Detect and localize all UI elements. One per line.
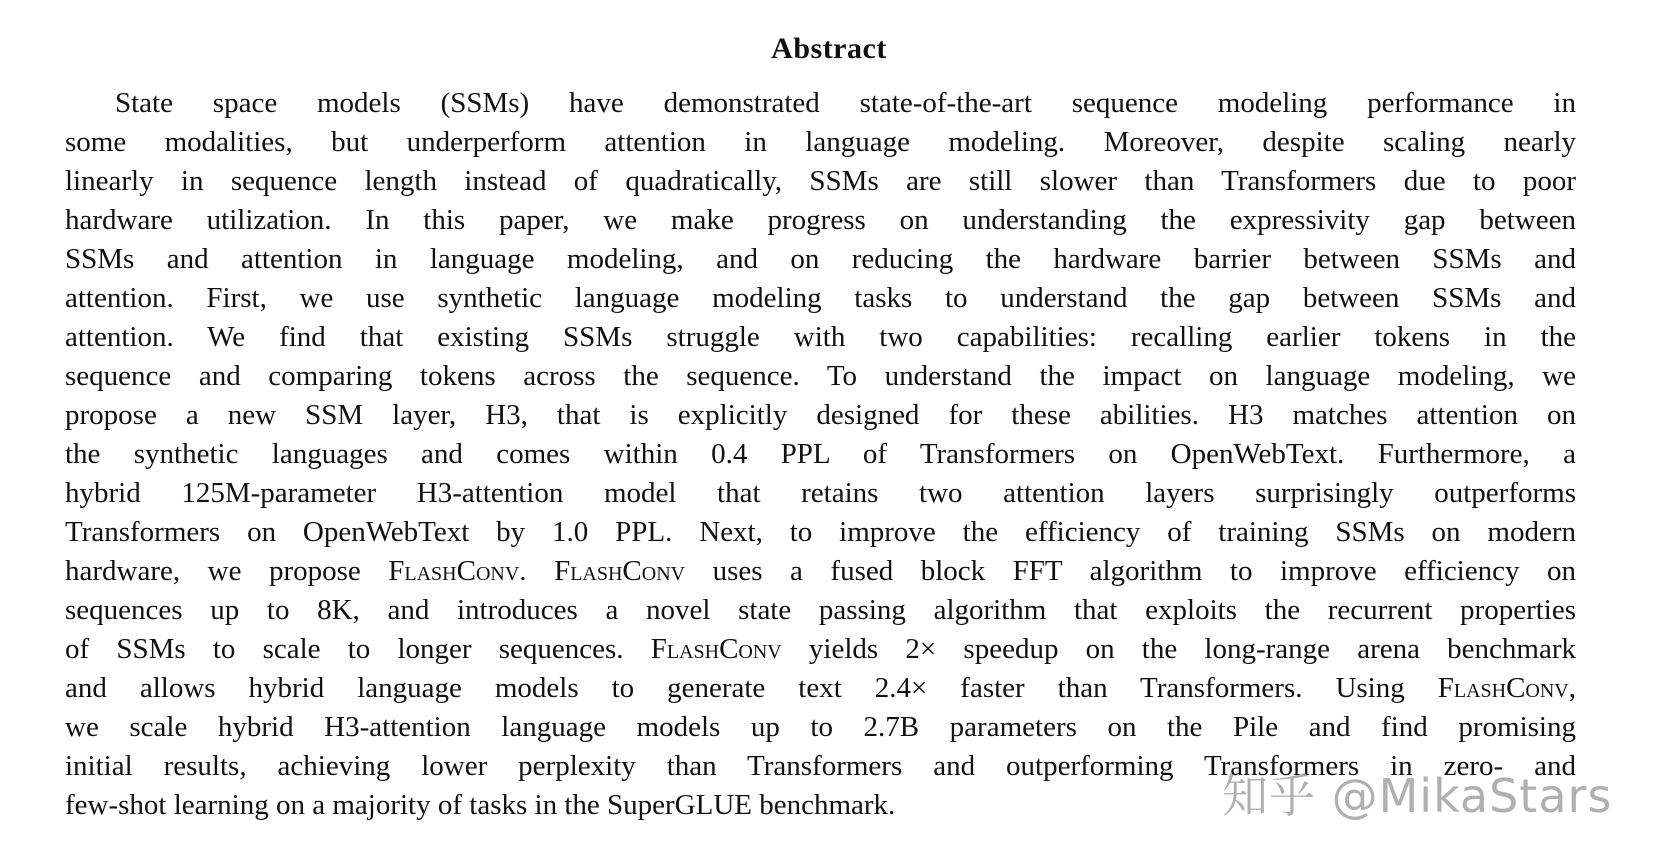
- abstract-line: the synthetic languages and comes within 0.4 PPL of Transformers on OpenWebText. Furthermore, a: [65, 438, 1576, 470]
- abstract-line: sequences up to 8K, and introduces a novel state passing algorithm that exploits the recurrent properties: [65, 594, 1576, 626]
- abstract-line: we scale hybrid H3-attention language models up to 2.7B parameters on the Pile and find promising: [65, 711, 1576, 743]
- abstract-line: Transformers on OpenWebText by 1.0 PPL. Next, to improve the efficiency of training SSMs on modern: [65, 516, 1576, 548]
- abstract-line: hardware, we propose FlashConv. FlashConv uses a fused block FFT algorithm to improve efficiency on: [65, 555, 1576, 587]
- abstract-line: attention. First, we use synthetic language modeling tasks to understand the gap between SSMs and: [65, 282, 1576, 314]
- abstract-line: sequence and comparing tokens across the sequence. To understand the impact on language modeling, we: [65, 360, 1576, 392]
- abstract-line: of SSMs to scale to longer sequences. FlashConv yields 2× speedup on the long-range arena benchmark: [65, 633, 1576, 665]
- abstract-line: few-shot learning on a majority of tasks in the SuperGLUE benchmark.: [65, 789, 896, 821]
- abstract-line: SSMs and attention in language modeling, and on reducing the hardware barrier between SSMs and: [65, 243, 1576, 275]
- abstract-line: and allows hybrid language models to generate text 2.4× faster than Transformers. Using FlashConv,: [65, 672, 1576, 704]
- method-name: FlashConv: [554, 555, 686, 587]
- abstract-line: hardware utilization. In this paper, we make progress on understanding the expressivity gap between: [65, 204, 1576, 236]
- abstract-line: State space models (SSMs) have demonstrated state-of-the-art sequence modeling performance in: [115, 87, 1576, 119]
- method-name: FlashConv: [650, 633, 782, 665]
- abstract-body: [65, 84, 1576, 825]
- method-name: FlashConv: [388, 555, 520, 587]
- abstract-heading: Abstract: [771, 32, 887, 65]
- abstract-line: propose a new SSM layer, H3, that is explicitly designed for these abilities. H3 matches attention on: [65, 399, 1576, 431]
- abstract-line: linearly in sequence length instead of quadratically, SSMs are still slower than Transformers due to poor: [65, 165, 1576, 197]
- abstract-line: attention. We find that existing SSMs struggle with two capabilities: recalling earlier tokens in the: [65, 321, 1576, 353]
- abstract-line: some modalities, but underperform attention in language modeling. Moreover, despite scaling nearly: [65, 126, 1576, 158]
- watermark: 知乎 @MikaStars: [1222, 769, 1613, 823]
- abstract-line: hybrid 125M-parameter H3-attention model that retains two attention layers surprisingly outperforms: [65, 477, 1576, 509]
- abstract-line: initial results, achieving lower perplexity than Transformers and outperforming Transformers in zero- and: [65, 750, 1576, 782]
- method-name: FlashConv: [1437, 672, 1569, 704]
